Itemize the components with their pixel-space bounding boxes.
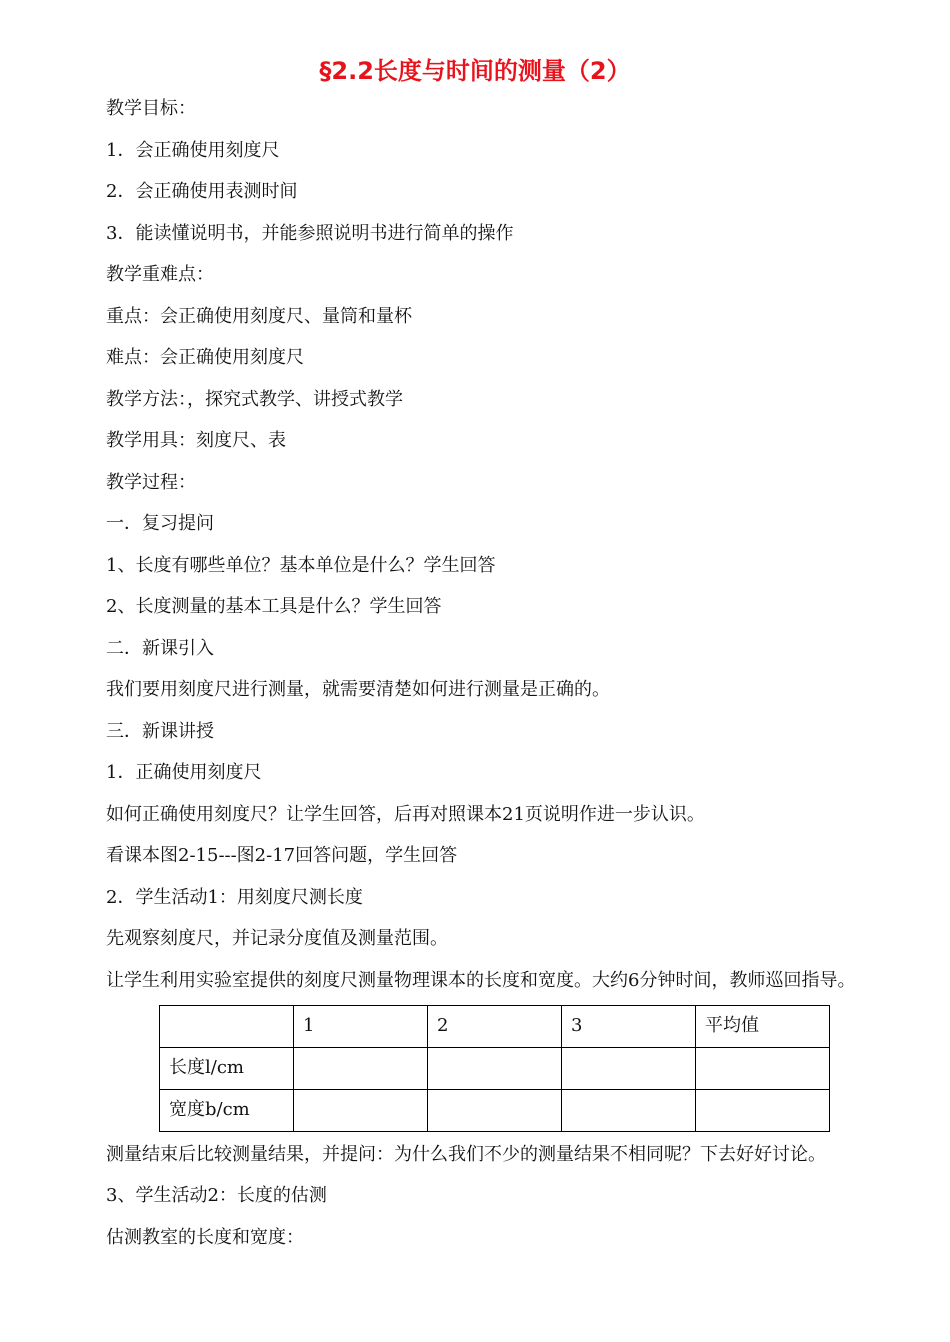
table-cell [696,1090,830,1132]
introduction-text: 我们要用刻度尺进行测量，就需要清楚如何进行测量是正确的。 [106,679,610,700]
activity-2-text: 估测教室的长度和宽度： [106,1227,304,1248]
activity-2-heading: 3、学生活动2：长度的估测 [106,1185,327,1206]
table-header-cell [160,1006,294,1048]
table-row-label: 长度l/cm [160,1048,294,1090]
measurement-table [159,1005,830,1132]
table-row-length [160,1048,830,1090]
activity-1-observe-text: 先观察刻度尺，并记录分度值及测量范围。 [106,928,448,949]
section-heading-objectives: 教学目标： [106,98,196,119]
difficult-point-text: 难点：会正确使用刻度尺 [106,347,304,368]
lesson-item-1-text: 如何正确使用刻度尺？让学生回答，后再对照课本21页说明作进一步认识。 [106,804,705,825]
review-question-1: 1、长度有哪些单位？基本单位是什么？学生回答 [106,555,496,576]
table-header-cell: 3 [562,1006,696,1048]
teaching-method-text: 教学方法：，探究式教学、讲授式教学 [106,389,403,410]
activity-1-measure-text: 让学生利用实验室提供的刻度尺测量物理课本的长度和宽度。大约6分钟时间，教师巡回指导。 [106,970,856,991]
table-header-row [160,1006,830,1048]
objective-item-3: 3．能读懂说明书，并能参照说明书进行简单的操作 [106,223,514,244]
lesson-item-1-heading: 1．正确使用刻度尺 [106,762,262,783]
table-cell [562,1048,696,1090]
table-header-cell: 2 [428,1006,562,1048]
objective-item-2: 2．会正确使用表测时间 [106,181,298,202]
table-row-label: 宽度b/cm [160,1090,294,1132]
table-header-cell: 1 [294,1006,428,1048]
table-row-width [160,1090,830,1132]
part-heading-review: 一．复习提问 [106,513,214,534]
table-cell [294,1048,428,1090]
objective-item-1: 1．会正确使用刻度尺 [106,140,280,161]
table-header-cell: 平均值 [696,1006,830,1048]
discussion-prompt-text: 测量结束后比较测量结果，并提问：为什么我们不少的测量结果不相同呢？下去好好讨论。 [106,1144,826,1165]
review-question-2: 2、长度测量的基本工具是什么？学生回答 [106,596,442,617]
document-title: §2.2长度与时间的测量（2） [319,57,631,85]
table-cell [696,1048,830,1090]
lesson-item-1-figures: 看课本图2-15---图2-17回答问题，学生回答 [106,845,458,866]
table-cell [562,1090,696,1132]
part-heading-introduction: 二．新课引入 [106,638,214,659]
part-heading-new-lesson: 三．新课讲授 [106,721,214,742]
table-cell [294,1090,428,1132]
table-cell [428,1048,562,1090]
table-cell [428,1090,562,1132]
section-heading-key-points: 教学重难点： [106,264,214,285]
section-heading-process: 教学过程： [106,472,196,493]
teaching-tools-text: 教学用具：刻度尺、表 [106,430,286,451]
key-point-text: 重点：会正确使用刻度尺、量筒和量杯 [106,306,412,327]
activity-1-heading: 2．学生活动1：用刻度尺测长度 [106,887,363,908]
